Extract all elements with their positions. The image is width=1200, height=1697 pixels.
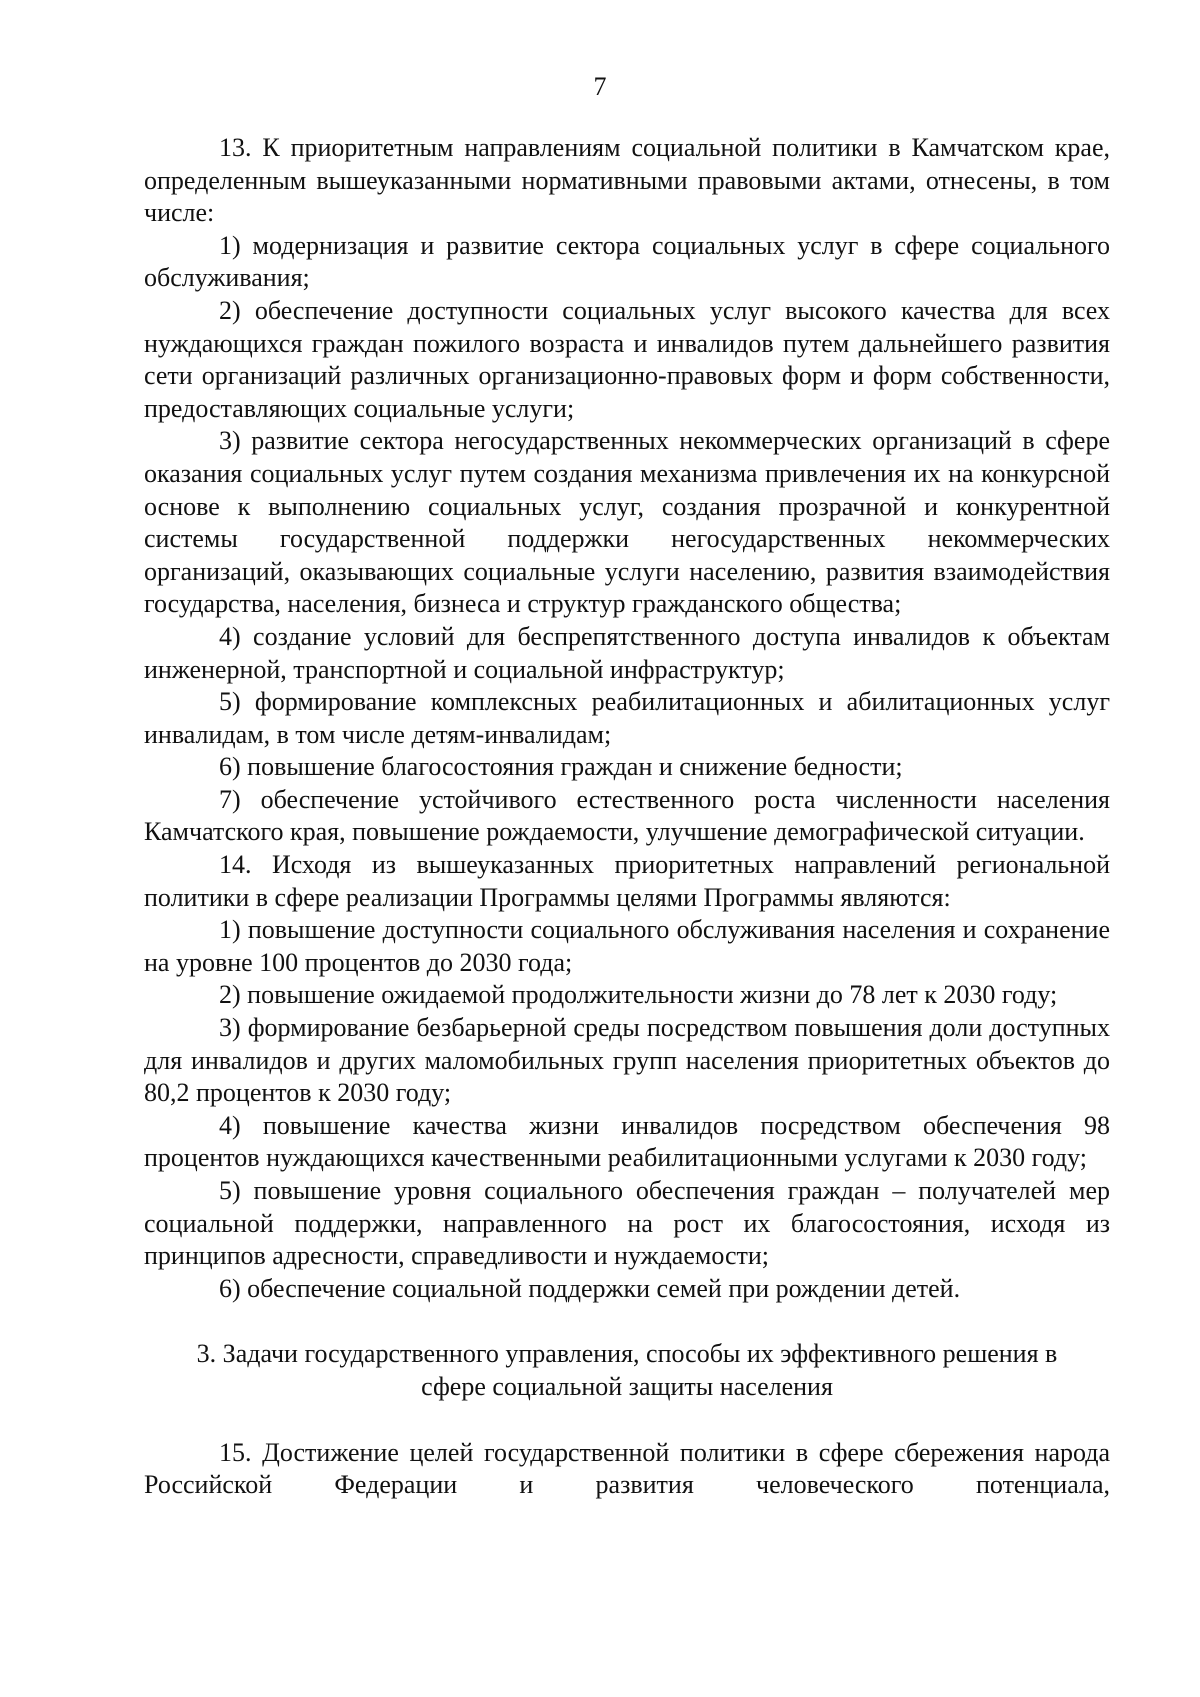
list-item-13-1: 1) модернизация и развитие сектора социальных услуг в сфере социального обслуживания; xyxy=(144,230,1110,293)
list-item-13-6: 6) повышение благосостояния граждан и снижение бедности; xyxy=(219,752,903,782)
list-item-14-3: 3) формирование безбарьерной среды посредством повышения доли доступных для инвалидов и других маломобильных групп населения приоритетных объектов до 80,2 процентов к 2030 году; xyxy=(144,1013,1110,1108)
paragraph-13: 13. К приоритетным направлениям социальной политики в Камчатском крае, определенным вышеуказанными нормативными правовыми актами, отнесены, в том числе: xyxy=(144,133,1110,228)
section-heading-line-2: сфере социальной защиты населения xyxy=(421,1371,833,1401)
paragraph-15: 15. Достижение целей государственной политики в сфере сбережения народа Российской Федерации и развития человеческого потенциала, xyxy=(144,1437,1110,1500)
list-item-14-2: 2) повышение ожидаемой продолжительности жизни до 78 лет к 2030 году; xyxy=(219,980,1058,1010)
list-item-13-2: 2) обеспечение доступности социальных услуг высокого качества для всех нуждающихся граждан пожилого возраста и инвалидов путем дальнейшего развития сети организаций различных организационно-правовых форм и форм собственности, предоставляющих социальные услуги; xyxy=(144,295,1110,423)
list-item-14-5: 5) повышение уровня социального обеспечения граждан – получателей мер социальной поддержки, направленного на рост их благосостояния, исходя из принципов адресности, справедливости и нуждаемости; xyxy=(144,1176,1110,1271)
list-item-13-7: 7) обеспечение устойчивого естественного роста численности населения Камчатского края, повышение рождаемости, улучшение демографической ситуации. xyxy=(144,784,1110,847)
document-body xyxy=(144,132,1110,1502)
list-item-14-1: 1) повышение доступности социального обслуживания населения и сохранение на уровне 100 процентов до 2030 года; xyxy=(144,915,1110,977)
section-spacer xyxy=(144,1404,1110,1437)
section-heading-line-1: 3. Задачи государственного управления, способы их эффективного решения в xyxy=(196,1339,1058,1369)
paragraph-14: 14. Исходя из вышеуказанных приоритетных направлений региональной политики в сфере реализации Программы целями Программы являются: xyxy=(144,850,1110,912)
list-item-13-5: 5) формирование комплексных реабилитационных и абилитационных услуг инвалидам, в том числе детям-инвалидам; xyxy=(144,687,1110,749)
list-item-13-4: 4) создание условий для беспрепятственного доступа инвалидов к объектам инженерной, транспортной и социальной инфраструктур; xyxy=(144,621,1110,684)
page-number: 7 xyxy=(593,72,607,101)
list-item-13-3: 3) развитие сектора негосударственных некоммерческих организаций в сфере оказания социальных услуг путем создания механизма привлечения их на конкурсной основе к выполнению социальных услуг, создания прозрачной и конкурентной системы государственной поддержки негосударственных некоммерческих организаций, оказывающих социальные услуги населению, развития взаимодействия государства, населения, бизнеса и структур гражданского общества; xyxy=(144,426,1110,619)
list-item-14-6: 6) обеспечение социальной поддержки семей при рождении детей. xyxy=(219,1273,961,1303)
section-heading xyxy=(144,1338,1110,1403)
list-item-14-4: 4) повышение качества жизни инвалидов посредством обеспечения 98 процентов нуждающихся качественными реабилитационными услугами к 2030 году; xyxy=(144,1110,1110,1173)
